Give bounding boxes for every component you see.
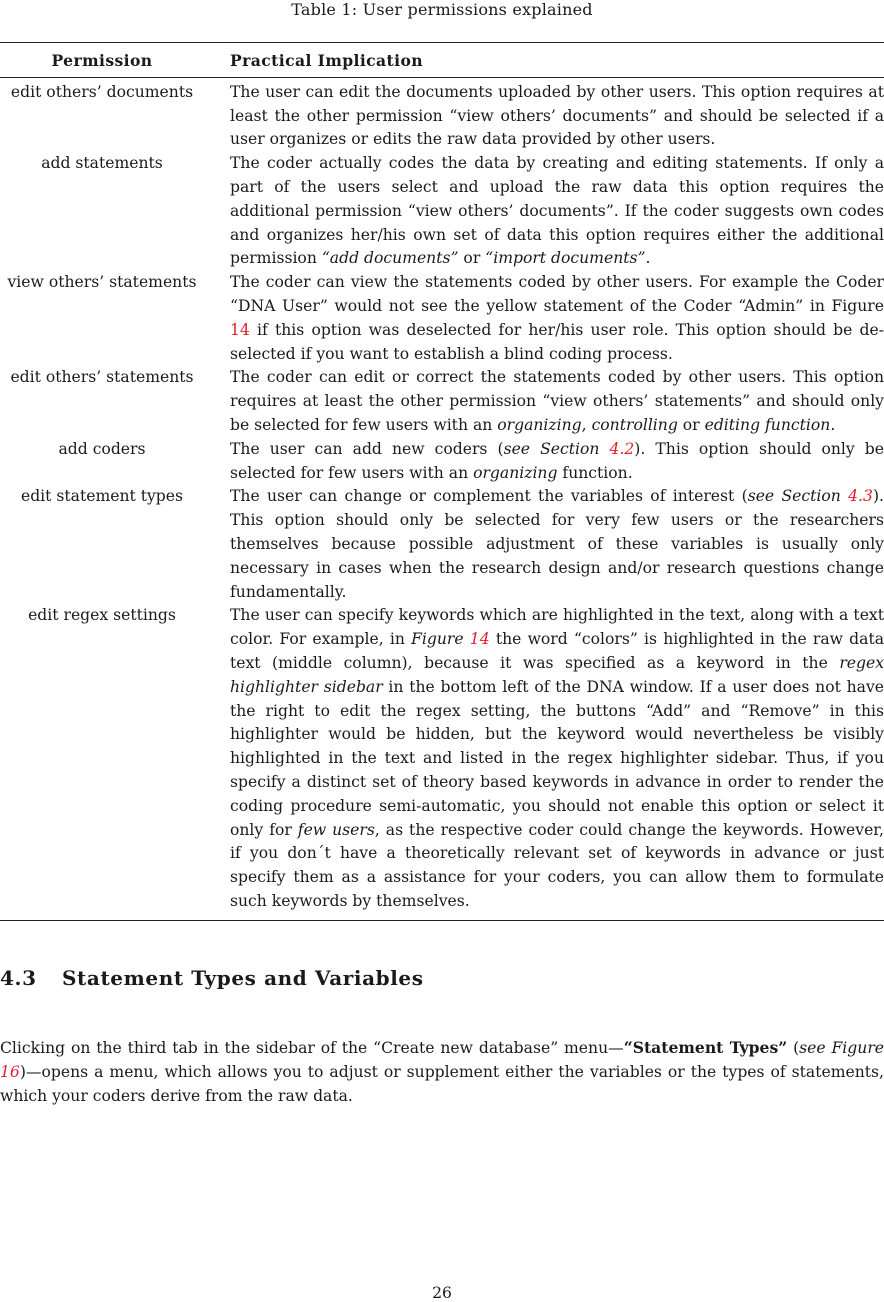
table-row [0,366,884,437]
header-practical-implication: Practical Implication [204,43,884,78]
header-permission: Permission [0,43,204,78]
text-run: regex highlighter sidebar [230,653,884,696]
text-run: The user can change or complement the variables of interest ( [230,487,748,506]
section-paragraph [0,1036,884,1108]
table-row [0,77,884,152]
text-run: The coder actually codes the data by creating and editing statements. If only a part of the users select and upload the raw data this option requires the additional permission “view others’ documents”. If the coder suggests own codes and organizes her/his own set of data this option requires either the additional permission [230,154,884,268]
text-run: The coder can edit or correct the statements coded by other users. This option requires at least the other permission “view others’ statements” and should only be selected for few users with an [230,368,884,434]
text-run: ). This option should only be selected for few users with an [230,439,884,482]
text-run: The user can add new coders ( [230,439,504,458]
permissions-table-body [0,77,884,920]
permission-name: add statements [41,154,163,173]
text-run: few users [297,820,375,839]
text-run: The coder can view the statements coded by other users. For example the Coder “DNA User” would not see the yellow statement of the Coder “Admin” in Figure [230,273,884,315]
permission-name: edit statement types [20,487,184,506]
text-run: editing function [704,415,831,434]
permission-name: view others’ statements [7,273,197,292]
text-run: Figure [411,630,470,649]
text-run: function. [557,463,633,482]
permission-implication [204,485,884,604]
text-run: see Figure [799,1039,884,1057]
cross-reference-link[interactable]: 14 [230,320,250,339]
permission-implication [204,604,884,920]
cross-reference-link[interactable]: 4.2 [609,439,635,458]
text-run: the word “colors” is highlighted in the raw data text (middle column), because it was specified as a keyword in the [230,630,884,672]
text-run: see Section [503,439,610,458]
permission-name: edit others’ documents [10,82,194,101]
table-row [0,271,884,366]
text-run: “add documents” [321,249,459,268]
text-run: see Section [747,487,849,506]
page-number: 26 [432,1284,452,1302]
text-run: if this option was deselected for her/his user role. This option should be de-selected if you want to establish a blind coding process. [230,320,884,363]
text-run: organizing [497,415,582,434]
permission-implication [204,152,884,271]
permission-implication [204,77,884,152]
table-row [0,485,884,604]
section-title: Statement Types and Variables [62,966,424,990]
table-caption: Table 1: User permissions explained [291,0,593,19]
text-run: “Statement Types” [623,1038,788,1057]
text-run: . [645,249,651,268]
text-run: or [458,249,486,268]
text-run: The user can specify keywords which are highlighted in the text, along with a text color. For example, in [230,606,884,649]
section-number: 4.3 [0,966,37,990]
table-row [0,604,884,920]
text-run: ). This option should only be selected for very few users or the researchers themselves because possible adjustment of these variables is usually only necessary in cases when the research design and/or research questions change fundamentally. [230,487,884,601]
text-run: , [581,415,592,434]
permissions-table [0,42,884,921]
table-header-row [0,43,884,78]
table-row [0,152,884,271]
permission-implication [204,438,884,486]
text-run: “import documents” [485,249,646,268]
text-run: in the bottom left of the DNA window. If a user does not have the right to edit the regex setting, the buttons “Add” and “Remove” in this highlighter would be hidden, but the keyword would nevertheless be visibly highlighted in the text and listed in the regex highlighter sidebar. Thus, if you specify a distinct set of theory based keywords in advance in order to render the coding procedure semi-automatic, you should not enable this option or select it only for [230,677,884,839]
text-run: Clicking on the third tab in the sidebar of the “Create new database” menu— [0,1039,624,1057]
text-run: , as the respective coder could change the keywords. However, if you don´t have a theoretically relevant set of keywords in advance or just specify them as a assistance for your coders, you can allow them to formulate such keywords by themselves. [230,820,884,910]
permission-name: edit regex settings [0,604,204,920]
section-heading [0,966,424,990]
text-run: organizing [473,463,558,482]
text-run: . [830,415,836,434]
permission-implication [204,366,884,437]
text-run: or [677,415,705,434]
text-run: )—opens a menu, which allows you to adjust or supplement either the variables or the types of statements, which your coders derive from the raw data. [0,1063,884,1105]
cross-reference-link[interactable]: 4.3 [848,487,873,506]
text-run: ( [787,1039,800,1057]
cross-reference-link[interactable]: 14 [469,630,490,649]
text-run: controlling [591,415,678,434]
permission-name: edit others’ statements [10,368,194,387]
cross-reference-link[interactable]: 16 [0,1063,20,1081]
text-run: The user can edit the documents uploaded by other users. This option requires at least the other permission “view others’ documents” and should be selected if a user organizes or edits the raw data provided by other users. [230,82,884,149]
permission-implication [204,271,884,366]
table-row [0,438,884,486]
permission-name: add coders [58,439,146,458]
